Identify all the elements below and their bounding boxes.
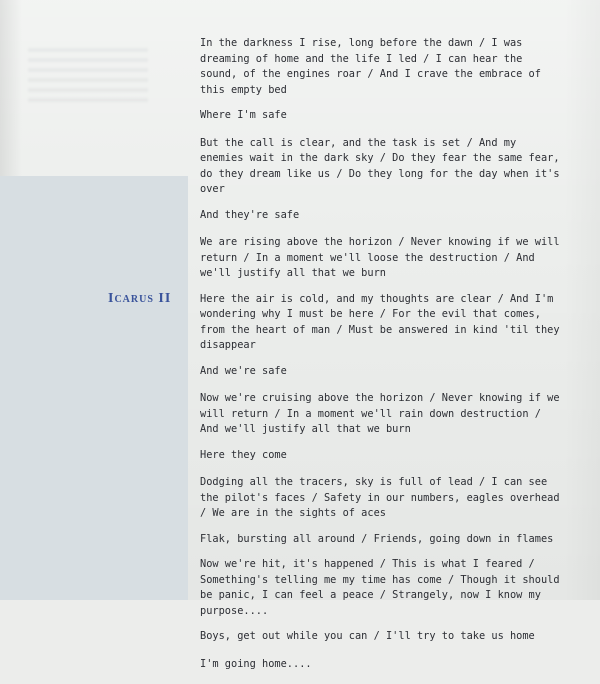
lyrics-stanza: In the darkness I rise, long before the dawn / I was dreaming of home and the life I led / I can hear the sound, of the engines roar / And I crave the embrace of this empty bed [200,37,541,96]
lyrics-stanza: But the call is clear, and the task is set / And my enemies wait in the dark sky / Do they fear the same fear, do they dream like us / Do they long for the day when it's over [200,136,560,195]
lyrics-block [200,36,560,684]
lyrics-stanza: We are rising above the horizon / Never knowing if we will return / In a moment we'll loose the destruction / And we'll justify all that we burn [200,236,560,279]
lyrics-stanza: Flak, bursting all around / Friends, going down in flames [200,532,554,545]
lyrics-stanza: Here they come [200,448,287,461]
lyrics-stanza: I'm going home.... [200,657,312,670]
paper-fold-shadow [564,0,600,600]
lyrics-stanza: Where I'm safe [200,109,287,121]
faint-bleedthrough-text [28,48,148,106]
lyrics-stanza: Dodging all the tracers, sky is full of lead / I can see the pilot's faces / Safety in our numbers, eagles overhead / We are in the sights of aces [200,476,560,519]
lyrics-stanza: And they're safe [200,208,300,221]
lyrics-stanza: Here the air is cold, and my thoughts are clear / And I'm wondering why I must be here / For the evil that comes, from the heart of man / Must be answered in kind 'til they disappear [200,292,560,351]
lyrics-stanza: And we're safe [200,364,287,377]
lyrics-stanza: Boys, get out while you can / I'll try to take us home [200,630,535,642]
song-title: Icarus II [108,291,172,306]
lyrics-stanza: Now we're cruising above the horizon / Never knowing if we will return / In a moment we'll rain down destruction / And we'll justify all that we burn [200,392,560,435]
blue-side-panel [0,176,188,600]
lyrics-stanza: Now we're hit, it's happened / This is what I feared / Something's telling me my time has come / Though it should be panic, I can feel a peace / Strangely, now I know my purpose.... [200,558,560,617]
